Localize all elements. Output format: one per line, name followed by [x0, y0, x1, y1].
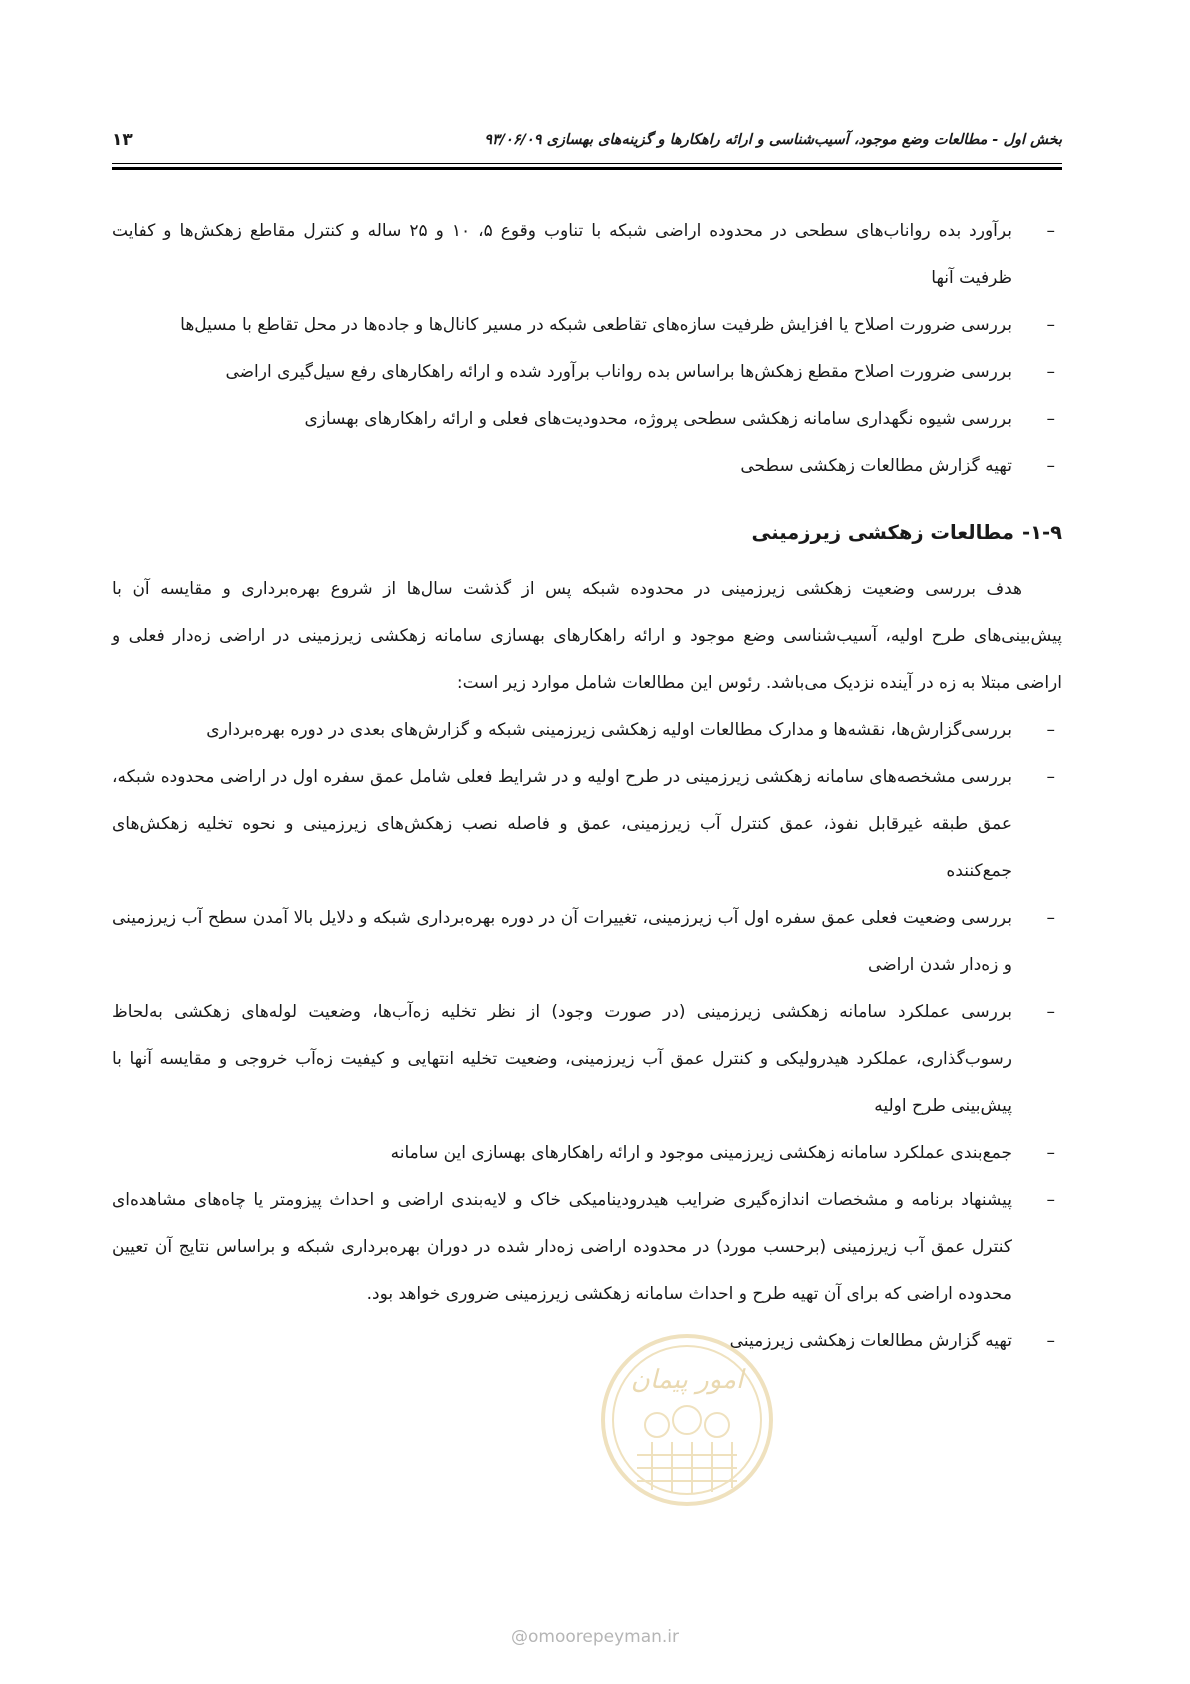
list-item: [112, 208, 1062, 302]
list-item-text: بررسی ضرورت اصلاح مقطع زهکش‌ها براساس بده رواناب برآورد شده و ارائه راهکارهای رفع سیل‌گیری اراضی: [225, 362, 1012, 382]
list-item: [112, 1177, 1062, 1318]
list-item-text: بررسی عملکرد سامانه زهکشی زیرزمینی (در صورت وجود) از نظر تخلیه زه‌آب‌ها، وضعیت لوله‌های زهکشی به‌لحاظ رسوب‌گذاری، عملکرد هیدرولیکی و کنترل عمق آب زیرزمینی، وضعیت تخلیه انتهایی و کیفیت زه‌آب خروجی و مقایسه آنها با پیش‌بینی طرح اولیه: [112, 1002, 1012, 1116]
page-header: [112, 126, 1062, 162]
list-item-text: بررسی مشخصه‌های سامانه زهکشی زیرزمینی در طرح اولیه و در شرایط فعلی شامل عمق سفره اول در اراضی محدوده شبکه، عمق طبقه غیرقابل نفوذ، عمق کنترل آب زیرزمینی، عمق و فاصله نصب زهکش‌های زیرزمینی و نحوه تخلیه زهکش‌های جمع‌کننده: [112, 767, 1012, 881]
list-item: [112, 707, 1062, 754]
bullet-dash: –: [1046, 1002, 1055, 1022]
section-title: مطالعات زهکشی زیرزمینی: [751, 521, 1014, 544]
list-item-text: تهیه گزارش مطالعات زهکشی زیرزمینی: [729, 1331, 1012, 1351]
list-item: [112, 754, 1062, 895]
list-item: [112, 302, 1062, 349]
list-item: [112, 349, 1062, 396]
section-heading: [112, 509, 1062, 556]
surface-drainage-list: [112, 208, 1062, 490]
list-item: [112, 443, 1062, 490]
list-item-text: بررسی شیوه نگهداری سامانه زهکشی سطحی پروژه، محدودیت‌های فعلی و ارائه راهکارهای بهسازی: [304, 409, 1012, 429]
intro-paragraph: هدف بررسی وضعیت زهکشی زیرزمینی در محدوده شبکه پس از گذشت سال‌ها از شروع بهره‌برداری و مقایسه آن با پیش‌بینی‌های طرح اولیه، آسیب‌شناسی وضع موجود و ارائه راهکارهای بهسازی سامانه زهکشی زیرزمینی در اراضی زه‌دار فعلی و اراضی مبتلا به زه در آینده نزدیک می‌باشد. رئوس این مطالعات شامل موارد زیر است:: [112, 579, 1062, 693]
header-title: بخش اول - مطالعات وضع موجود، آسیب‌شناسی و ارائه راهکارها و گزینه‌های بهسازی ۹۳/۰۶/۰۹: [484, 132, 1062, 148]
list-item-text: برآورد بده رواناب‌های سطحی در محدوده اراضی شبکه با تناوب وقوع ۵، ۱۰ و ۲۵ ساله و کنترل مقاطع زهکش‌ها و کفایت ظرفیت آنها: [112, 221, 1012, 288]
list-item-text: بررسی‌گزارش‌ها، نقشه‌ها و مدارک مطالعات اولیه زهکشی زیرزمینی شبکه و گزارش‌های بعدی در دوره بهره‌برداری: [206, 720, 1012, 740]
watermark-logo-text: امور پیمان: [630, 1365, 744, 1395]
header-rule-thin: [112, 163, 1062, 164]
bullet-dash: –: [1046, 456, 1055, 476]
section-number: ۱-۹-: [1022, 521, 1062, 544]
bullet-dash: –: [1046, 720, 1055, 740]
bullet-dash: –: [1046, 1190, 1055, 1210]
watermark-seal-icon: [597, 1330, 777, 1510]
bullet-dash: –: [1046, 1331, 1055, 1351]
bullet-dash: –: [1046, 1143, 1055, 1163]
list-item-text: تهیه گزارش مطالعات زهکشی سطحی: [740, 456, 1012, 476]
bullet-dash: –: [1046, 908, 1055, 928]
header-rule-thick: [112, 167, 1062, 170]
page-number: ۱۳: [112, 130, 133, 150]
bullet-dash: –: [1046, 767, 1055, 787]
watermark-url-text: omoorepeyman.ir: [527, 1627, 680, 1647]
at-sign-icon: @: [510, 1627, 528, 1647]
bullet-dash: –: [1046, 362, 1055, 382]
list-item: [112, 396, 1062, 443]
list-item: [112, 989, 1062, 1130]
bullet-dash: –: [1046, 221, 1055, 241]
bullet-dash: –: [1046, 409, 1055, 429]
subsurface-drainage-list: [112, 707, 1062, 1365]
list-item: [112, 895, 1062, 989]
list-item: [112, 1130, 1062, 1177]
list-item-text: پیشنهاد برنامه و مشخصات اندازه‌گیری ضرایب هیدرودینامیکی خاک و لایه‌بندی اراضی و احداث پیزومتر یا چاه‌های مشاهده‌ای کنترل عمق آب زیرزمینی (برحسب مورد) در محدوده اراضی زه‌دار شده در دوران بهره‌برداری شبکه و براساس نتایج آن تعیین محدوده اراضی که برای آن تهیه طرح و احداث سامانه زهکشی زیرزمینی ضروری خواهد بود.: [112, 1190, 1012, 1304]
list-item-text: جمع‌بندی عملکرد سامانه زهکشی زیرزمینی موجود و ارائه راهکارهای بهسازی این سامانه: [390, 1143, 1012, 1163]
list-item-text: بررسی وضعیت فعلی عمق سفره اول آب زیرزمینی، تغییرات آن در دوره بهره‌برداری شبکه و دلایل بالا آمدن سطح آب زیرزمینی و زه‌دار شدن اراضی: [112, 908, 1012, 975]
page-content: [112, 208, 1062, 1365]
watermark-url: [0, 1627, 1190, 1647]
list-item-text: بررسی ضرورت اصلاح یا افزایش ظرفیت سازه‌های تقاطعی شبکه در مسیر کانال‌ها و جاده‌ها در محل تقاطع با مسیل‌ها: [180, 315, 1012, 335]
list-item: [112, 1318, 1062, 1365]
bullet-dash: –: [1046, 315, 1055, 335]
